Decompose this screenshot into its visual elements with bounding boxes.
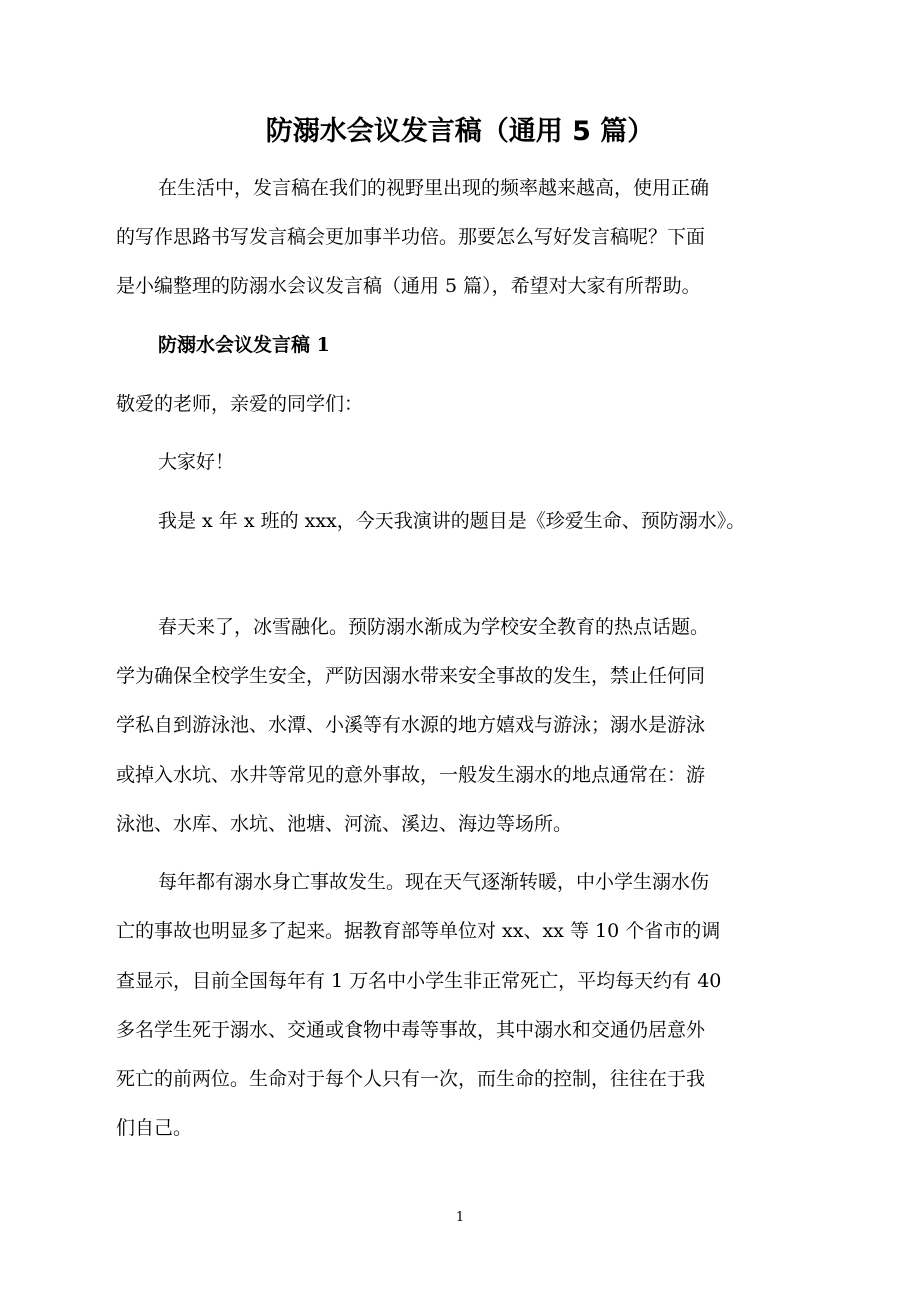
paragraph-line: 死亡的前两位。生命对于每个人只有一次，而生命的控制，往往在于我 bbox=[116, 1068, 706, 1090]
paragraph-line: 们自己。 bbox=[116, 1117, 193, 1139]
intro-line: 在生活中，发言稿在我们的视野里出现的频率越来越高，使用正确 bbox=[158, 177, 710, 199]
paragraph-line: 春天来了，冰雪融化。预防溺水渐成为学校安全教育的热点话题。 bbox=[158, 616, 710, 638]
intro-line: 是小编整理的防溺水会议发言稿（通用 5 篇），希望对大家有所帮助。 bbox=[116, 275, 701, 297]
paragraph-line: 泳池、水库、水坑、池塘、河流、溪边、海边等场所。 bbox=[116, 813, 573, 835]
paragraph-line: 查显示，目前全国每年有 1 万名中小学生非正常死亡，平均每天约有 40 bbox=[116, 970, 722, 992]
paragraph-line: 每年都有溺水身亡事故发生。现在天气逐渐转暖，中小学生溺水伤 bbox=[158, 871, 710, 893]
paragraph-line: 学为确保全校学生安全，严防因溺水带来安全事故的发生，禁止任何同 bbox=[116, 665, 706, 687]
salutation: 敬爱的老师，亲爱的同学们： bbox=[116, 393, 364, 415]
intro-line: 的写作思路书写发言稿会更加事半功倍。那要怎么写好发言稿呢？下面 bbox=[116, 226, 706, 248]
page-number: 1 bbox=[455, 1210, 465, 1225]
paragraph-line: 多名学生死于溺水、交通或食物中毒等事故，其中溺水和交通仍居意外 bbox=[116, 1019, 706, 1041]
paragraph-line: 亡的事故也明显多了起来。据教育部等单位对 xx、xx 等 10 个省市的调 bbox=[116, 920, 721, 942]
paragraph-line: 或掉入水坑、水井等常见的意外事故，一般发生溺水的地点通常在：游 bbox=[116, 764, 706, 786]
self-intro: 我是 x 年 x 班的 xxx，今天我演讲的题目是《珍爱生命、预防溺水》。 bbox=[158, 510, 746, 532]
greeting: 大家好！ bbox=[158, 451, 235, 473]
paragraph-line: 学私自到游泳池、水潭、小溪等有水源的地方嬉戏与游泳；溺水是游泳 bbox=[116, 714, 706, 736]
document-title: 防溺水会议发言稿（通用 5 篇） bbox=[265, 116, 655, 147]
section-heading: 防溺水会议发言稿 1 bbox=[158, 334, 330, 356]
